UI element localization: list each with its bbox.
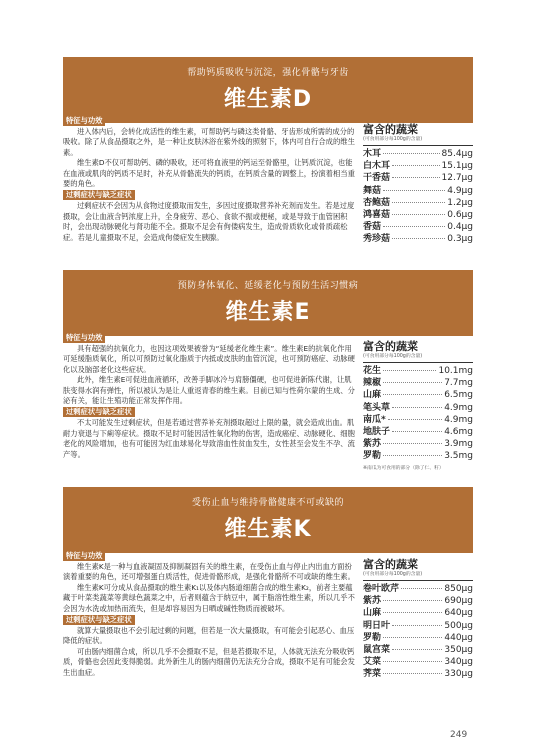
veg-name: 香菇 xyxy=(363,222,382,233)
veg-name: 干香菇 xyxy=(363,173,391,184)
veg-name: 花生 xyxy=(363,366,382,376)
text-column xyxy=(63,115,355,243)
banner-title: 维生素E xyxy=(225,300,311,325)
veg-amount: 4.9mg xyxy=(444,402,473,413)
veg-amount: 440μg xyxy=(444,632,473,643)
dot-leader xyxy=(383,455,442,456)
veg-row xyxy=(363,620,473,632)
veg-row xyxy=(363,426,473,438)
veg-row xyxy=(363,148,473,160)
paragraph: 过剩症状不会因为从食物过度摄取而发生，多因过度摄取营养补充剂而发生。若是过度摄取，会让血液含钙浓度上升，全身疲劳、恶心、食欲不振或便秘，或是导致于血管困积时，会出现动脉硬化与肾功能不全。摄取不足会有佝偻病发生，造成骨质软化或骨质疏松症。若是儿童摄取不足，会造成佝偻症发生胰腺。 xyxy=(63,201,355,242)
veg-row xyxy=(363,185,473,197)
veg-amount: 4.6mg xyxy=(444,427,473,438)
heading-features: 特征与功效 xyxy=(63,116,105,126)
dot-leader xyxy=(392,649,442,650)
veg-row xyxy=(363,389,473,401)
paragraph: 进入体内后，会转化成活性的维生素，可帮助钙与磷这类骨骼、牙齿形成所需的成分的吸收。除了从食品摄取之外，是一种让皮肤沐浴在紫外线的照射下，体内可自行合成的维生素。 xyxy=(63,127,355,157)
dot-leader xyxy=(383,637,442,638)
veg-row xyxy=(363,607,473,619)
dot-leader xyxy=(383,443,442,444)
veg-name: 鸿喜菇 xyxy=(363,210,391,221)
page-number: 249 xyxy=(450,730,468,740)
veg-row xyxy=(363,644,473,656)
veg-amount: 340μg xyxy=(444,657,473,668)
veg-name: 紫苏 xyxy=(363,439,382,450)
veg-name: 木耳 xyxy=(363,149,382,159)
veg-name: 秀珍菇 xyxy=(363,234,391,245)
dot-leader xyxy=(392,431,442,432)
paragraph: 具有超强的抗氧化力，也因这项效果被誉为“延缓老化维生素”。维生素E的抗氧化作用可延缓脂质氧化，所以可预防过氧化脂质于内抵或皮肤的血管沉淀，也可预防癌症、动脉硬化以及脑部老化这些症状。 xyxy=(63,344,355,374)
dot-leader xyxy=(383,673,442,674)
veg-amount: 0.3μg xyxy=(447,234,473,245)
veg-amount: 690μg xyxy=(444,596,473,607)
veg-amount: 350μg xyxy=(444,645,473,656)
veg-name: 舞菇 xyxy=(363,185,382,196)
veg-row xyxy=(363,221,473,233)
banner-title: 维生素K xyxy=(224,517,312,542)
veg-name: 卷叶欧芹 xyxy=(363,584,400,594)
dot-leader xyxy=(392,214,445,215)
text-column xyxy=(63,332,355,460)
dot-leader xyxy=(392,238,445,239)
paragraph: 就算大量摄取也不会引起过剩的问题，但若是一次大量摄取，有可能会引起恶心、血压降低的症状。 xyxy=(63,626,355,646)
veg-amount: 4.9μg xyxy=(447,185,473,196)
veg-table-subtitle: (可食用部分每100g的含量) xyxy=(363,572,423,577)
veg-row xyxy=(363,160,473,172)
vegetable-table xyxy=(363,123,473,246)
vegetable-table xyxy=(363,558,473,681)
dot-leader xyxy=(383,226,445,227)
dot-leader xyxy=(392,407,442,408)
veg-name: 明日叶 xyxy=(363,620,391,631)
dot-leader xyxy=(401,588,442,589)
dot-leader xyxy=(383,382,442,383)
paragraph: 不太可能发生过剩症状，但是若通过营养补充剂摄取超过上限的量，就会造成出血。肌耐力衰退与下痢等症状。摄取不足时可能因活性氧化物的伤害，造成癌症、动脉硬化、细胞老化的风险增加，也有可能因为红血球易化导致溶血性贫血发生，女性甚至会发生不孕、流产等。 xyxy=(63,418,355,459)
veg-name: 罗勒 xyxy=(363,451,382,462)
veg-name: 山麻 xyxy=(363,390,382,401)
veg-name: 笔头草 xyxy=(363,402,391,413)
veg-row xyxy=(363,656,473,668)
veg-row xyxy=(363,377,473,389)
paragraph: 维生素K是一种与血液凝固及抑制凝固有关的维生素，在受伤止血与停止内出血方面扮演着重要的角色，还可增强蛋白质活性，促进骨骼形成，是强化骨骼所不可或缺的维生素。 xyxy=(63,562,355,582)
veg-amount: 1.2μg xyxy=(447,197,473,208)
veg-table-subtitle: (可食用部分每100g的含量) xyxy=(363,137,423,142)
dot-leader xyxy=(383,370,436,371)
heading-features: 特征与功效 xyxy=(63,333,105,343)
banner-vitamin-d xyxy=(63,57,473,123)
banner-vitamin-k xyxy=(63,487,473,553)
paragraph: 可由肠内细菌合成，所以几乎不会摄取不足，但是若摄取不足，人体就无法充分吸收钙质，骨骼也会因此变得脆弱。此外新生儿的肠内细菌仍无法充分合成，摄取不足有可能会发生出血症。 xyxy=(63,646,355,677)
veg-row xyxy=(363,414,473,426)
veg-name: 辣椒 xyxy=(363,378,382,389)
heading-features: 特征与功效 xyxy=(63,551,105,561)
veg-row xyxy=(363,402,473,414)
dot-leader xyxy=(383,661,442,662)
heading-symptoms: 过剩症状与缺乏症状 xyxy=(63,190,135,200)
paragraph: 维生素D不仅可帮助钙、磷的吸收，还可将血液里的钙运至骨骼里，让钙质沉淀，也能在血液或肌肉的钙质不足时，补充从骨骼流失的钙质，在钙质含量的调整上，扮演着相当重要的角色。 xyxy=(63,158,355,189)
veg-amount: 330μg xyxy=(444,669,473,680)
veg-amount: 4.9mg xyxy=(444,414,473,425)
section-vitamin-d xyxy=(63,115,473,265)
veg-amount: 85.4μg xyxy=(441,149,473,159)
dot-leader xyxy=(388,419,442,420)
dot-leader xyxy=(392,165,440,166)
dot-leader xyxy=(383,190,445,191)
veg-row xyxy=(363,583,473,595)
veg-name: 山麻 xyxy=(363,608,382,619)
banner-subtitle: 受伤止血与维持骨骼健康不可或缺的 xyxy=(191,498,344,508)
paragraph: 此外，维生素E可促进血液循环，改善手脚冰冷与肩膀僵硬，也可促进新陈代谢，让肌肤变得水润有弹性，所以被认为是让人重返青春的维生素。目前已知与性荷尔蒙的生成、分泌有关，能让生殖功能正常发挥作用。 xyxy=(63,375,355,406)
paragraph: 维生素K可分成从食品摄取的维生素K₁以及体内肠道细菌合成的维生素K₂，前者主要蕴藏于叶菜类蔬菜等黄绿色蔬菜之中，后者则蕴含于纳豆中，属于脂溶性维生素，所以几乎不会因为水洗或加热而流失，但是却容易因为日晒或碱性物质而被破坏。 xyxy=(63,582,355,613)
veg-amount: 500μg xyxy=(444,620,473,631)
veg-table-title: 富含的蔬菜 xyxy=(363,340,418,353)
veg-row xyxy=(363,438,473,450)
veg-name: 地肤子 xyxy=(363,427,391,438)
dot-leader xyxy=(392,625,442,626)
veg-amount: 12.7μg xyxy=(441,173,473,184)
veg-amount: 0.4μg xyxy=(447,222,473,233)
dot-leader xyxy=(383,600,442,601)
veg-table-title: 富含的蔬菜 xyxy=(363,123,418,136)
veg-amount: 3.5mg xyxy=(444,451,473,462)
text-column xyxy=(63,550,355,678)
dot-leader xyxy=(392,177,440,178)
veg-note: ※南瓜为可食用的部分（除了仁、籽） xyxy=(363,465,444,471)
veg-name: 荠菜 xyxy=(363,669,382,680)
veg-table-subtitle: (可食用部分每100g的含量) xyxy=(363,354,423,359)
veg-row xyxy=(363,209,473,221)
veg-row xyxy=(363,595,473,607)
vegetable-table xyxy=(363,340,473,472)
banner-vitamin-e xyxy=(63,270,473,336)
veg-row xyxy=(363,365,473,377)
banner-subtitle: 帮助钙质吸收与沉淀，强化骨骼与牙齿 xyxy=(187,68,349,78)
veg-amount: 640μg xyxy=(444,608,473,619)
banner-subtitle: 预防身体氧化、延缓老化与预防生活习惯病 xyxy=(177,281,359,291)
veg-amount: 3.9mg xyxy=(444,439,473,450)
veg-name: 南瓜* xyxy=(363,414,386,425)
veg-row xyxy=(363,668,473,680)
veg-name: 紫苏 xyxy=(363,596,382,607)
banner-title: 维生素D xyxy=(223,87,313,112)
veg-row xyxy=(363,197,473,209)
veg-table-title: 富含的蔬菜 xyxy=(363,558,418,571)
dot-leader xyxy=(392,202,445,203)
divider xyxy=(363,580,473,581)
dot-leader xyxy=(383,394,442,395)
section-vitamin-e xyxy=(63,332,473,482)
veg-row xyxy=(363,172,473,184)
veg-name: 杏鲍菇 xyxy=(363,197,391,208)
veg-amount: 10.1mg xyxy=(438,366,473,376)
veg-amount: 15.1μg xyxy=(441,161,473,172)
veg-name: 艾菜 xyxy=(363,657,382,668)
veg-name: 白木耳 xyxy=(363,161,391,172)
veg-name: 罗勒 xyxy=(363,632,382,643)
dot-leader xyxy=(383,612,442,613)
heading-symptoms: 过剩症状与缺乏症状 xyxy=(63,615,135,625)
veg-amount: 7.7mg xyxy=(444,378,473,389)
section-vitamin-k xyxy=(63,550,473,700)
dot-leader xyxy=(383,153,440,154)
veg-amount: 850μg xyxy=(444,584,473,594)
veg-row xyxy=(363,233,473,245)
veg-row xyxy=(363,632,473,644)
divider xyxy=(363,145,473,146)
veg-row xyxy=(363,450,473,462)
veg-amount: 6.5mg xyxy=(444,390,473,401)
veg-amount: 0.6μg xyxy=(447,210,473,221)
heading-symptoms: 过剩症状与缺乏症状 xyxy=(63,407,135,417)
veg-name: 鼠宫菜 xyxy=(363,645,391,656)
divider xyxy=(363,362,473,363)
